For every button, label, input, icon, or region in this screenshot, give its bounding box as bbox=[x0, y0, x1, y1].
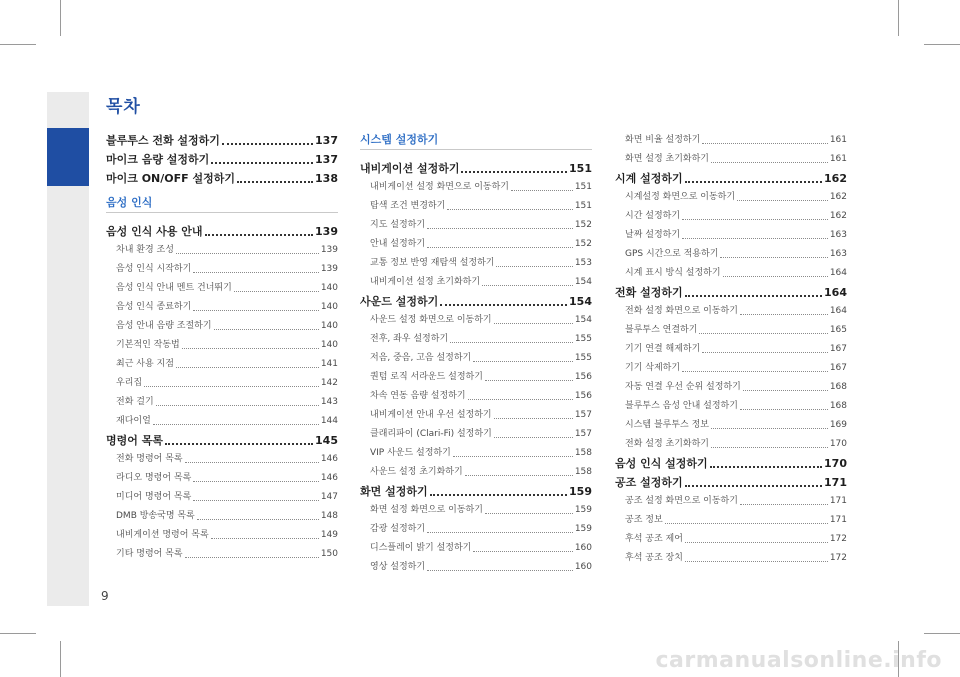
toc-entry-page: 140 bbox=[320, 321, 338, 331]
toc-entry-title: 지도 설정하기 bbox=[370, 220, 426, 230]
dot-leader bbox=[665, 523, 828, 524]
dot-leader bbox=[710, 466, 822, 468]
dot-leader bbox=[702, 143, 828, 144]
dot-leader bbox=[702, 352, 828, 353]
toc-entry-page: 145 bbox=[315, 434, 338, 447]
toc-entry-title: 후석 공조 제어 bbox=[625, 534, 683, 544]
toc-entry-page: 159 bbox=[574, 505, 592, 515]
toc-entry-title: 최근 사용 지점 bbox=[116, 359, 174, 369]
toc-entry[interactable] bbox=[615, 437, 847, 449]
toc-entry-page: 141 bbox=[320, 359, 338, 369]
dot-leader bbox=[165, 443, 313, 445]
toc-entry-page: 151 bbox=[574, 182, 592, 192]
toc-entry-page: 156 bbox=[574, 372, 592, 382]
dot-leader bbox=[494, 418, 573, 419]
dot-leader bbox=[144, 386, 319, 387]
dot-leader bbox=[720, 257, 827, 258]
toc-entry-page: 172 bbox=[829, 553, 847, 563]
crop-mark bbox=[60, 0, 61, 36]
toc-entry-title: 블루투스 전화 설정하기 bbox=[106, 134, 220, 147]
toc-entry-title: 화면 설정 초기화하기 bbox=[625, 154, 709, 164]
toc-entry-title: 전후, 좌우 설정하기 bbox=[370, 334, 449, 344]
toc-entry-page: 144 bbox=[320, 416, 338, 426]
toc-entry-title: 우리집 bbox=[116, 378, 143, 388]
toc-entry[interactable] bbox=[360, 370, 592, 382]
dot-leader bbox=[440, 304, 567, 306]
toc-entry-title: 탐색 조건 변경하기 bbox=[370, 201, 446, 211]
toc-entry-title: 음성 안내 음량 조절하기 bbox=[116, 321, 212, 331]
toc-entry-title: 전화 명령어 목록 bbox=[116, 454, 183, 464]
toc-entry-title: 마이크 ON/OFF 설정하기 bbox=[106, 172, 235, 185]
toc-entry-title: 시계 설정하기 bbox=[615, 172, 683, 185]
toc-entry[interactable] bbox=[615, 228, 847, 240]
toc-entry-title: 디스플레이 밝기 설정하기 bbox=[370, 543, 472, 553]
toc-major-entry[interactable] bbox=[106, 133, 338, 146]
toc-entry-page: 162 bbox=[829, 192, 847, 202]
toc-entry-page: 162 bbox=[824, 172, 847, 185]
toc-major-entry[interactable] bbox=[615, 285, 847, 298]
toc-entry-page: 163 bbox=[829, 230, 847, 240]
toc-entry[interactable] bbox=[360, 313, 592, 325]
toc-entry-title: 전화 걸기 bbox=[116, 397, 154, 407]
toc-entry[interactable] bbox=[615, 133, 847, 145]
toc-entry[interactable] bbox=[106, 243, 338, 255]
dot-leader bbox=[197, 519, 319, 520]
toc-entry-page: 161 bbox=[829, 135, 847, 145]
toc-entry[interactable] bbox=[106, 414, 338, 426]
toc-entry-title: 화면 비율 설정하기 bbox=[625, 135, 701, 145]
dot-leader bbox=[494, 323, 573, 324]
toc-entry[interactable] bbox=[360, 541, 592, 553]
toc-entry-title: 음성 인식 종료하기 bbox=[116, 302, 192, 312]
toc-entry-title: 차속 연동 음량 설정하기 bbox=[370, 391, 466, 401]
toc-entry-page: 151 bbox=[574, 201, 592, 211]
toc-entry-page: 137 bbox=[315, 134, 338, 147]
toc-entry-page: 168 bbox=[829, 401, 847, 411]
dot-leader bbox=[711, 162, 828, 163]
dot-leader bbox=[685, 181, 822, 183]
toc-entry[interactable] bbox=[106, 262, 338, 274]
toc-entry-page: 138 bbox=[315, 172, 338, 185]
toc-entry-title: 라디오 명령어 목록 bbox=[116, 473, 192, 483]
chapter-tab bbox=[47, 128, 89, 186]
toc-entry[interactable] bbox=[360, 275, 592, 287]
toc-entry[interactable] bbox=[106, 300, 338, 312]
dot-leader bbox=[682, 219, 828, 220]
dot-leader bbox=[234, 291, 319, 292]
toc-entry[interactable] bbox=[106, 471, 338, 483]
toc-entry-title: 재다이얼 bbox=[116, 416, 151, 426]
dot-leader bbox=[461, 171, 567, 173]
toc-entry[interactable] bbox=[360, 218, 592, 230]
toc-major-entry[interactable] bbox=[615, 475, 847, 488]
dot-leader bbox=[447, 209, 573, 210]
toc-entry-page: 152 bbox=[574, 220, 592, 230]
toc-entry[interactable] bbox=[106, 376, 338, 388]
toc-entry[interactable] bbox=[106, 357, 338, 369]
toc-entry-title: 블루투스 음성 안내 설정하기 bbox=[625, 401, 738, 411]
toc-entry-title: 시간 설정하기 bbox=[625, 211, 681, 221]
toc-entry-page: 139 bbox=[320, 245, 338, 255]
toc-entry-title: 사운드 설정하기 bbox=[360, 295, 439, 308]
toc-major-entry[interactable] bbox=[106, 433, 338, 446]
dot-leader bbox=[153, 424, 319, 425]
toc-entry-page: 151 bbox=[569, 162, 592, 175]
toc-entry-page: 140 bbox=[320, 302, 338, 312]
toc-entry[interactable] bbox=[360, 180, 592, 192]
toc-entry-page: 162 bbox=[829, 211, 847, 221]
toc-entry[interactable] bbox=[360, 256, 592, 268]
toc-entry-title: 내비게이션 명령어 목록 bbox=[116, 530, 209, 540]
dot-leader bbox=[711, 428, 828, 429]
dot-leader bbox=[723, 276, 828, 277]
toc-entry-page: 142 bbox=[320, 378, 338, 388]
dot-leader bbox=[427, 247, 573, 248]
dot-leader bbox=[711, 447, 828, 448]
dot-leader bbox=[685, 295, 822, 297]
dot-leader bbox=[485, 380, 573, 381]
dot-leader bbox=[427, 532, 573, 533]
dot-leader bbox=[482, 285, 573, 286]
dot-leader bbox=[465, 475, 573, 476]
dot-leader bbox=[185, 557, 319, 558]
toc-entry-page: 167 bbox=[829, 363, 847, 373]
dot-leader bbox=[685, 561, 828, 562]
toc-entry[interactable] bbox=[615, 323, 847, 335]
dot-leader bbox=[193, 310, 319, 311]
toc-entry-title: 내비게이션 설정하기 bbox=[360, 162, 460, 175]
toc-entry-title: 사운드 설정 초기화하기 bbox=[370, 467, 463, 477]
toc-entry-title: 후석 공조 장치 bbox=[625, 553, 683, 563]
toc-entry-page: 169 bbox=[829, 420, 847, 430]
page-title: 목차 bbox=[106, 97, 141, 117]
toc-entry[interactable] bbox=[615, 418, 847, 430]
toc-entry-page: 171 bbox=[829, 496, 847, 506]
toc-entry-page: 146 bbox=[320, 473, 338, 483]
toc-entry-page: 154 bbox=[574, 315, 592, 325]
toc-entry-title: 공조 정보 bbox=[625, 515, 663, 525]
dot-leader bbox=[193, 481, 319, 482]
watermark: carmanualsonline.info bbox=[655, 648, 942, 673]
dot-leader bbox=[427, 570, 573, 571]
crop-mark bbox=[60, 641, 61, 677]
dot-leader bbox=[743, 390, 828, 391]
toc-entry[interactable] bbox=[615, 152, 847, 164]
toc-entry-page: 168 bbox=[829, 382, 847, 392]
toc-entry-title: 안내 설정하기 bbox=[370, 239, 426, 249]
toc-entry-title: 마이크 음량 설정하기 bbox=[106, 153, 210, 166]
toc-entry-title: 내비게이션 설정 초기화하기 bbox=[370, 277, 481, 287]
toc-entry-page: 140 bbox=[320, 283, 338, 293]
toc-entry[interactable] bbox=[360, 199, 592, 211]
toc-entry-page: 161 bbox=[829, 154, 847, 164]
toc-entry-title: 차내 환경 조성 bbox=[116, 245, 174, 255]
toc-entry-title: 클래리파이 (Clari-Fi) 설정하기 bbox=[370, 429, 492, 439]
toc-entry[interactable] bbox=[106, 281, 338, 293]
toc-entry-title: 내비게이션 안내 우선 설정하기 bbox=[370, 410, 492, 420]
toc-entry-title: 기타 명령어 목록 bbox=[116, 549, 183, 559]
toc-section-heading: 음성 인식 bbox=[106, 196, 338, 213]
toc-entry-page: 157 bbox=[574, 429, 592, 439]
dot-leader bbox=[485, 513, 573, 514]
toc-entry[interactable] bbox=[360, 237, 592, 249]
dot-leader bbox=[193, 500, 319, 501]
dot-leader bbox=[211, 162, 313, 164]
toc-major-entry[interactable] bbox=[106, 171, 338, 184]
dot-leader bbox=[699, 333, 827, 334]
toc-entry-title: 음성 인식 시작하기 bbox=[116, 264, 192, 274]
dot-leader bbox=[453, 456, 573, 457]
toc-entry-title: 사운드 설정 화면으로 이동하기 bbox=[370, 315, 492, 325]
dot-leader bbox=[427, 228, 573, 229]
dot-leader bbox=[682, 238, 828, 239]
dot-leader bbox=[737, 200, 828, 201]
dot-leader bbox=[211, 538, 319, 539]
toc-entry-title: 교통 정보 반영 재탐색 설정하기 bbox=[370, 258, 495, 268]
toc-entry[interactable] bbox=[615, 513, 847, 525]
dot-leader bbox=[185, 462, 319, 463]
toc-column-1 bbox=[106, 133, 338, 566]
toc-entry-title: 퀀텀 로직 서라운드 설정하기 bbox=[370, 372, 483, 382]
toc-entry-page: 163 bbox=[829, 249, 847, 259]
crop-mark bbox=[0, 633, 36, 634]
toc-entry-page: 152 bbox=[574, 239, 592, 249]
toc-entry-page: 157 bbox=[574, 410, 592, 420]
page-number: 9 bbox=[101, 589, 109, 603]
toc-entry[interactable] bbox=[360, 427, 592, 439]
dot-leader bbox=[237, 181, 313, 183]
toc-entry[interactable] bbox=[106, 395, 338, 407]
toc-entry-page: 171 bbox=[824, 476, 847, 489]
toc-entry[interactable] bbox=[106, 547, 338, 559]
toc-entry-page: 155 bbox=[574, 334, 592, 344]
dot-leader bbox=[473, 551, 572, 552]
toc-entry-title: 전화 설정 화면으로 이동하기 bbox=[625, 306, 738, 316]
toc-entry[interactable] bbox=[106, 490, 338, 502]
toc-entry-title: 음성 인식 설정하기 bbox=[615, 457, 708, 470]
toc-entry-title: 내비게이션 설정 화면으로 이동하기 bbox=[370, 182, 509, 192]
toc-entry-page: 139 bbox=[320, 264, 338, 274]
dot-leader bbox=[156, 405, 319, 406]
toc-entry-page: 155 bbox=[574, 353, 592, 363]
toc-entry[interactable] bbox=[615, 494, 847, 506]
toc-entry[interactable] bbox=[106, 528, 338, 540]
toc-entry-title: 자동 연결 우선 순위 설정하기 bbox=[625, 382, 741, 392]
toc-entry-title: 전화 설정 초기화하기 bbox=[625, 439, 709, 449]
toc-column-3 bbox=[615, 133, 847, 570]
toc-entry-title: 음성 인식 사용 안내 bbox=[106, 225, 203, 238]
toc-entry-title: 기기 삭제하기 bbox=[625, 363, 681, 373]
toc-entry-title: 명령어 목록 bbox=[106, 434, 163, 447]
toc-entry-page: 164 bbox=[829, 268, 847, 278]
toc-entry-page: 160 bbox=[574, 543, 592, 553]
toc-entry-title: 음성 인식 안내 멘트 건너뛰기 bbox=[116, 283, 232, 293]
dot-leader bbox=[511, 190, 573, 191]
toc-entry-title: GPS 시간으로 적용하기 bbox=[625, 249, 719, 259]
toc-entry-page: 170 bbox=[829, 439, 847, 449]
toc-entry[interactable] bbox=[615, 304, 847, 316]
toc-entry[interactable] bbox=[360, 389, 592, 401]
toc-entry-page: 160 bbox=[574, 562, 592, 572]
dot-leader bbox=[214, 329, 319, 330]
toc-entry-page: 143 bbox=[320, 397, 338, 407]
toc-major-entry[interactable] bbox=[106, 224, 338, 237]
toc-entry-title: 공조 설정하기 bbox=[615, 476, 683, 489]
toc-entry[interactable] bbox=[615, 342, 847, 354]
dot-leader bbox=[740, 409, 828, 410]
toc-entry-page: 156 bbox=[574, 391, 592, 401]
toc-entry-title: 미디어 명령어 목록 bbox=[116, 492, 192, 502]
toc-entry-page: 154 bbox=[574, 277, 592, 287]
toc-entry-title: 날짜 설정하기 bbox=[625, 230, 681, 240]
toc-entry[interactable] bbox=[615, 380, 847, 392]
toc-section-heading: 시스템 설정하기 bbox=[360, 133, 592, 150]
toc-entry[interactable] bbox=[106, 338, 338, 350]
dot-leader bbox=[205, 234, 314, 236]
dot-leader bbox=[685, 542, 828, 543]
toc-entry-page: 159 bbox=[574, 524, 592, 534]
toc-entry[interactable] bbox=[615, 551, 847, 563]
toc-entry[interactable] bbox=[106, 319, 338, 331]
toc-entry[interactable] bbox=[615, 399, 847, 411]
toc-entry-title: 시스템 블루투스 정보 bbox=[625, 420, 709, 430]
dot-leader bbox=[494, 437, 573, 438]
toc-entry-title: 기본적인 작동법 bbox=[116, 340, 180, 350]
toc-entry[interactable] bbox=[360, 446, 592, 458]
toc-entry[interactable] bbox=[360, 332, 592, 344]
toc-entry-page: 146 bbox=[320, 454, 338, 464]
toc-entry[interactable] bbox=[615, 247, 847, 259]
toc-entry-page: 170 bbox=[824, 457, 847, 470]
toc-entry-page: 164 bbox=[824, 286, 847, 299]
crop-mark bbox=[924, 633, 960, 634]
dot-leader bbox=[182, 348, 319, 349]
toc-entry[interactable] bbox=[106, 452, 338, 464]
toc-entry-title: 시계설정 화면으로 이동하기 bbox=[625, 192, 736, 202]
toc-entry-page: 172 bbox=[829, 534, 847, 544]
dot-leader bbox=[193, 272, 319, 273]
toc-entry-page: 171 bbox=[829, 515, 847, 525]
toc-entry-page: 164 bbox=[829, 306, 847, 316]
toc-entry[interactable] bbox=[360, 560, 592, 572]
toc-major-entry[interactable] bbox=[615, 456, 847, 469]
toc-entry[interactable] bbox=[615, 209, 847, 221]
dot-leader bbox=[176, 367, 319, 368]
toc-major-entry[interactable] bbox=[360, 161, 592, 174]
dot-leader bbox=[685, 485, 822, 487]
toc-entry[interactable] bbox=[615, 266, 847, 278]
toc-entry-page: 158 bbox=[574, 467, 592, 477]
dot-leader bbox=[496, 266, 572, 267]
dot-leader bbox=[176, 253, 319, 254]
toc-entry-title: DMB 방송국명 목록 bbox=[116, 511, 195, 521]
toc-entry[interactable] bbox=[615, 190, 847, 202]
toc-entry-page: 139 bbox=[315, 225, 338, 238]
toc-entry-page: 167 bbox=[829, 344, 847, 354]
toc-entry-page: 154 bbox=[569, 295, 592, 308]
toc-major-entry[interactable] bbox=[360, 294, 592, 307]
toc-entry[interactable] bbox=[360, 522, 592, 534]
toc-entry-title: 감광 설정하기 bbox=[370, 524, 426, 534]
toc-entry-page: 153 bbox=[574, 258, 592, 268]
toc-entry-title: 영상 설정하기 bbox=[370, 562, 426, 572]
toc-major-entry[interactable] bbox=[106, 152, 338, 165]
toc-major-entry[interactable] bbox=[615, 171, 847, 184]
crop-mark bbox=[898, 0, 899, 36]
toc-entry-page: 140 bbox=[320, 340, 338, 350]
toc-entry-page: 147 bbox=[320, 492, 338, 502]
toc-major-entry[interactable] bbox=[360, 484, 592, 497]
toc-entry-title: 공조 설정 화면으로 이동하기 bbox=[625, 496, 738, 506]
toc-column-2 bbox=[360, 133, 592, 579]
toc-entry-title: 시계 표시 방식 설정하기 bbox=[625, 268, 721, 278]
toc-entry-title: VIP 사운드 설정하기 bbox=[370, 448, 451, 458]
dot-leader bbox=[450, 342, 573, 343]
toc-entry[interactable] bbox=[360, 408, 592, 420]
dot-leader bbox=[740, 314, 828, 315]
dot-leader bbox=[473, 361, 573, 362]
toc-entry[interactable] bbox=[360, 503, 592, 515]
toc-entry-page: 158 bbox=[574, 448, 592, 458]
toc-entry-page: 148 bbox=[320, 511, 338, 521]
toc-entry[interactable] bbox=[360, 351, 592, 363]
toc-entry-page: 137 bbox=[315, 153, 338, 166]
crop-mark bbox=[0, 44, 36, 45]
toc-entry[interactable] bbox=[615, 361, 847, 373]
dot-leader bbox=[430, 494, 567, 496]
toc-entry-title: 블루투스 연결하기 bbox=[625, 325, 698, 335]
toc-entry-page: 159 bbox=[569, 485, 592, 498]
toc-entry[interactable] bbox=[106, 509, 338, 521]
toc-entry-page: 165 bbox=[829, 325, 847, 335]
toc-entry-title: 화면 설정하기 bbox=[360, 485, 428, 498]
toc-entry-page: 150 bbox=[320, 549, 338, 559]
crop-mark bbox=[924, 44, 960, 45]
toc-entry-title: 전화 설정하기 bbox=[615, 286, 683, 299]
toc-entry-page: 149 bbox=[320, 530, 338, 540]
toc-entry-title: 기기 연결 해제하기 bbox=[625, 344, 701, 354]
toc-entry-title: 저음, 중음, 고음 설정하기 bbox=[370, 353, 472, 363]
dot-leader bbox=[682, 371, 828, 372]
toc-entry[interactable] bbox=[615, 532, 847, 544]
dot-leader bbox=[468, 399, 573, 400]
dot-leader bbox=[222, 143, 313, 145]
toc-entry[interactable] bbox=[360, 465, 592, 477]
dot-leader bbox=[740, 504, 828, 505]
toc-entry-title: 화면 설정 화면으로 이동하기 bbox=[370, 505, 483, 515]
